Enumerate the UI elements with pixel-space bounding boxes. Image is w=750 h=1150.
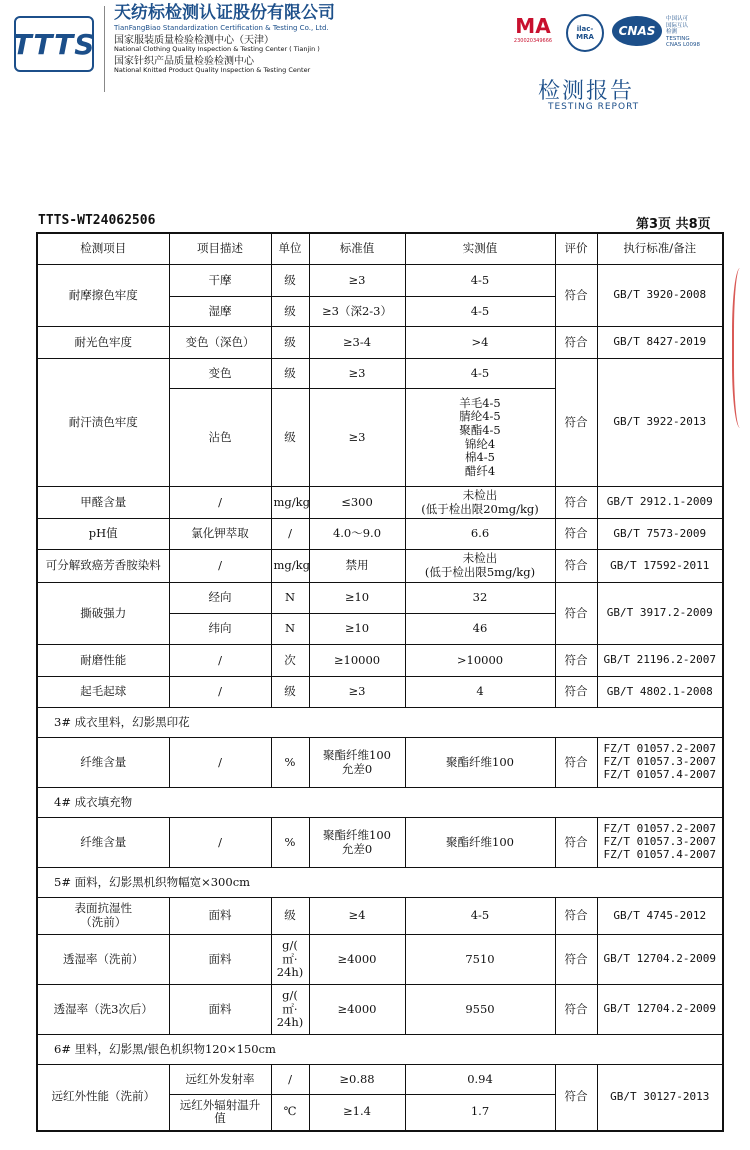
- table-cell-desc: 湿摩: [169, 297, 271, 327]
- table-cell-spec: ≥10000: [309, 645, 405, 677]
- cnas-info-line: 国际互认: [666, 22, 689, 29]
- org-name-en: TianFangBiao Standardization Certification & Testing Co., Ltd.: [114, 23, 329, 32]
- table-cell-unit: /: [271, 519, 309, 550]
- table-cell-spec: ≥4000: [309, 985, 405, 1035]
- table-cell-result: 4-5: [405, 297, 555, 327]
- cnas-mark-icon: CNAS: [612, 16, 662, 46]
- seal-stamp-icon: [732, 268, 750, 428]
- table-cell-item: 纤维含量: [37, 738, 169, 788]
- table-cell-spec: ≥1.4: [309, 1095, 405, 1131]
- table-cell-item: 表面抗湿性 （洗前）: [37, 898, 169, 935]
- cnas-info: [666, 16, 700, 49]
- table-cell-std: GB/T 2912.1-2009: [597, 487, 723, 519]
- table-row: [37, 1065, 723, 1095]
- table-cell-result: 4-5: [405, 265, 555, 297]
- center2-name-en: National Knitted Product Quality Inspection & Testing Center: [114, 66, 311, 75]
- table-cell-desc: 氯化钾萃取: [169, 519, 271, 550]
- table-row: [37, 487, 723, 519]
- table-cell-unit: g/( ㎡· 24h): [271, 985, 309, 1035]
- cnas-info-line: TESTING: [666, 35, 690, 42]
- table-cell-result: 0.94: [405, 1065, 555, 1095]
- table-row: [37, 519, 723, 550]
- table-cell-std: GB/T 12704.2-2009: [597, 985, 723, 1035]
- table-cell-result: 4-5: [405, 898, 555, 935]
- table-row: [37, 265, 723, 297]
- table-cell-spec: ≥3: [309, 677, 405, 708]
- table-cell-result: 聚酯纤维100: [405, 818, 555, 868]
- table-cell-item: 透湿率（洗前）: [37, 935, 169, 985]
- table-cell-unit: /: [271, 1065, 309, 1095]
- table-cell-std: GB/T 4745-2012: [597, 898, 723, 935]
- table-cell-unit: mg/kg: [271, 550, 309, 583]
- section-label: 4# 成衣填充物: [37, 788, 723, 818]
- col-header: 实测值: [405, 233, 555, 265]
- table-cell-spec: 聚酯纤维100 允差0: [309, 818, 405, 868]
- table-row: [37, 583, 723, 614]
- center2-name-cn: 国家针织产品质量检验检测中心: [114, 55, 254, 67]
- results-table: [36, 232, 724, 1132]
- table-cell-spec: ≥3（深2-3）: [309, 297, 405, 327]
- table-cell-eval: 符合: [555, 677, 597, 708]
- table-cell-unit: 级: [271, 359, 309, 389]
- table-cell-result: 未检出 (低于检出限20mg/kg): [405, 487, 555, 519]
- table-cell-spec: ≤300: [309, 487, 405, 519]
- table-cell-result: 聚酯纤维100: [405, 738, 555, 788]
- center1-name-en: National Clothing Quality Inspection & Testing Center ( Tianjin ): [114, 45, 320, 54]
- table-cell-desc: 面料: [169, 898, 271, 935]
- table-cell-result: 4-5: [405, 359, 555, 389]
- certification-marks: [510, 14, 710, 50]
- table-cell-desc: 干摩: [169, 265, 271, 297]
- table-cell-unit: %: [271, 818, 309, 868]
- table-cell-desc: 变色: [169, 359, 271, 389]
- table-cell-item: 甲醛含量: [37, 487, 169, 519]
- table-cell-result: >4: [405, 327, 555, 359]
- ilac-mra-icon: ilac-MRA: [566, 14, 604, 52]
- table-cell-eval: 符合: [555, 935, 597, 985]
- table-cell-unit: ℃: [271, 1095, 309, 1131]
- section-label: 6# 里料，幻影黑/银色机织物120×150cm: [37, 1035, 723, 1065]
- table-cell-std: GB/T 3922-2013: [597, 359, 723, 487]
- table-row: [37, 550, 723, 583]
- table-row: [37, 645, 723, 677]
- table-cell-unit: 级: [271, 898, 309, 935]
- table-cell-eval: 符合: [555, 1065, 597, 1131]
- table-cell-std: GB/T 21196.2-2007: [597, 645, 723, 677]
- table-cell-result: 1.7: [405, 1095, 555, 1131]
- table-cell-std: GB/T 12704.2-2009: [597, 935, 723, 985]
- table-cell-item: 起毛起球: [37, 677, 169, 708]
- report-title-cn: 检测报告: [538, 79, 635, 104]
- table-cell-spec: ≥3: [309, 265, 405, 297]
- table-cell-result: >10000: [405, 645, 555, 677]
- table-cell-eval: 符合: [555, 519, 597, 550]
- table-cell-item: 远红外性能（洗前）: [37, 1065, 169, 1131]
- table-cell-eval: 符合: [555, 985, 597, 1035]
- section-row: [37, 868, 723, 898]
- header-divider: [104, 6, 105, 92]
- table-cell-eval: 符合: [555, 818, 597, 868]
- table-cell-item: 耐磨性能: [37, 645, 169, 677]
- table-cell-std: FZ/T 01057.2-2007 FZ/T 01057.3-2007 FZ/T 01057.4-2007: [597, 738, 723, 788]
- report-number: TTTS-WT24062506: [38, 213, 156, 228]
- company-logo: TTTS: [14, 16, 94, 72]
- table-cell-item: 透湿率（洗3次后）: [37, 985, 169, 1035]
- table-cell-result: 9550: [405, 985, 555, 1035]
- table-cell-std: GB/T 17592-2011: [597, 550, 723, 583]
- table-cell-spec: ≥4: [309, 898, 405, 935]
- table-cell-result: 32: [405, 583, 555, 614]
- section-row: [37, 788, 723, 818]
- section-label: 5# 面料，幻影黑机织物幅宽×300cm: [37, 868, 723, 898]
- table-cell-std: GB/T 7573-2009: [597, 519, 723, 550]
- table-cell-eval: 符合: [555, 327, 597, 359]
- table-cell-unit: 级: [271, 677, 309, 708]
- organization-block: [114, 4, 335, 75]
- table-cell-result: 7510: [405, 935, 555, 985]
- table-cell-spec: ≥4000: [309, 935, 405, 985]
- table-cell-std: GB/T 30127-2013: [597, 1065, 723, 1131]
- col-header: 项目描述: [169, 233, 271, 265]
- section-label: 3# 成衣里料，幻影黑印花: [37, 708, 723, 738]
- table-row: [37, 738, 723, 788]
- table-cell-result: 未检出 (低于检出限5mg/kg): [405, 550, 555, 583]
- table-cell-unit: 级: [271, 297, 309, 327]
- table-cell-spec: ≥0.88: [309, 1065, 405, 1095]
- table-cell-std: GB/T 8427-2019: [597, 327, 723, 359]
- col-header: 检测项目: [37, 233, 169, 265]
- section-row: [37, 708, 723, 738]
- table-cell-result: 4: [405, 677, 555, 708]
- table-cell-result: 46: [405, 614, 555, 645]
- cnas-info-line: CNAS L0098: [666, 42, 701, 49]
- table-cell-item: 耐摩擦色牢度: [37, 265, 169, 327]
- table-cell-desc: 纬向: [169, 614, 271, 645]
- col-header: 评价: [555, 233, 597, 265]
- table-cell-unit: 次: [271, 645, 309, 677]
- org-name-cn: 天纺标检测认证股份有限公司: [114, 3, 335, 23]
- table-cell-eval: 符合: [555, 487, 597, 519]
- cnas-info-line: 检测: [666, 29, 678, 36]
- table-cell-spec: 禁用: [309, 550, 405, 583]
- table-cell-desc: 远红外辐射温升 值: [169, 1095, 271, 1131]
- table-cell-spec: ≥10: [309, 614, 405, 645]
- table-cell-unit: g/( ㎡· 24h): [271, 935, 309, 985]
- col-header: 执行标准/备注: [597, 233, 723, 265]
- table-cell-eval: 符合: [555, 583, 597, 645]
- table-cell-item: 纤维含量: [37, 818, 169, 868]
- table-cell-spec: ≥3: [309, 359, 405, 389]
- table-row: [37, 935, 723, 985]
- table-cell-eval: 符合: [555, 898, 597, 935]
- table-cell-result: 羊毛4-5 腈纶4-5 聚酯4-5 锦纶4 棉4-5 醋纤4: [405, 389, 555, 487]
- cma-mark-icon: MA 230020349666: [513, 14, 553, 44]
- table-row: [37, 898, 723, 935]
- table-cell-unit: N: [271, 583, 309, 614]
- table-cell-desc: /: [169, 738, 271, 788]
- page-indicator: 第3页 共8页: [636, 217, 711, 232]
- table-cell-desc: 经向: [169, 583, 271, 614]
- table-cell-item: 耐汗渍色牢度: [37, 359, 169, 487]
- table-cell-spec: ≥10: [309, 583, 405, 614]
- table-cell-desc: 面料: [169, 935, 271, 985]
- table-row: [37, 985, 723, 1035]
- table-cell-eval: 符合: [555, 265, 597, 327]
- table-cell-item: pH值: [37, 519, 169, 550]
- table-cell-desc: 沾色: [169, 389, 271, 487]
- table-cell-unit: mg/kg: [271, 487, 309, 519]
- table-cell-spec: ≥3: [309, 389, 405, 487]
- table-cell-eval: 符合: [555, 359, 597, 487]
- table-cell-eval: 符合: [555, 738, 597, 788]
- table-cell-desc: /: [169, 645, 271, 677]
- table-header-row: [37, 233, 723, 265]
- table-row: [37, 327, 723, 359]
- table-cell-desc: /: [169, 818, 271, 868]
- cnas-info-line: 中国认可: [666, 16, 689, 22]
- table-cell-item: 耐光色牢度: [37, 327, 169, 359]
- report-title-en: TESTING REPORT: [548, 102, 640, 112]
- table-cell-desc: 远红外发射率: [169, 1065, 271, 1095]
- table-cell-std: FZ/T 01057.2-2007 FZ/T 01057.3-2007 FZ/T 01057.4-2007: [597, 818, 723, 868]
- table-cell-unit: 级: [271, 265, 309, 297]
- table-cell-unit: 级: [271, 327, 309, 359]
- table-row: [37, 818, 723, 868]
- table-cell-spec: ≥3-4: [309, 327, 405, 359]
- table-cell-unit: %: [271, 738, 309, 788]
- table-cell-spec: 聚酯纤维100 允差0: [309, 738, 405, 788]
- table-cell-eval: 符合: [555, 550, 597, 583]
- table-cell-unit: N: [271, 614, 309, 645]
- table-cell-item: 可分解致癌芳香胺染料: [37, 550, 169, 583]
- table-cell-desc: /: [169, 487, 271, 519]
- table-row: [37, 677, 723, 708]
- table-row: [37, 359, 723, 389]
- table-cell-desc: 变色（深色）: [169, 327, 271, 359]
- table-cell-std: GB/T 3920-2008: [597, 265, 723, 327]
- table-cell-std: GB/T 3917.2-2009: [597, 583, 723, 645]
- table-cell-unit: 级: [271, 389, 309, 487]
- table-cell-std: GB/T 4802.1-2008: [597, 677, 723, 708]
- report-header: [0, 0, 750, 130]
- center1-name-cn: 国家服装质量检验检测中心（天津）: [114, 34, 274, 46]
- col-header: 标准值: [309, 233, 405, 265]
- table-cell-desc: 面料: [169, 985, 271, 1035]
- table-cell-result: 6.6: [405, 519, 555, 550]
- table-cell-item: 撕破强力: [37, 583, 169, 645]
- table-cell-spec: 4.0～9.0: [309, 519, 405, 550]
- table-cell-desc: /: [169, 677, 271, 708]
- col-header: 单位: [271, 233, 309, 265]
- section-row: [37, 1035, 723, 1065]
- table-cell-eval: 符合: [555, 645, 597, 677]
- table-cell-desc: /: [169, 550, 271, 583]
